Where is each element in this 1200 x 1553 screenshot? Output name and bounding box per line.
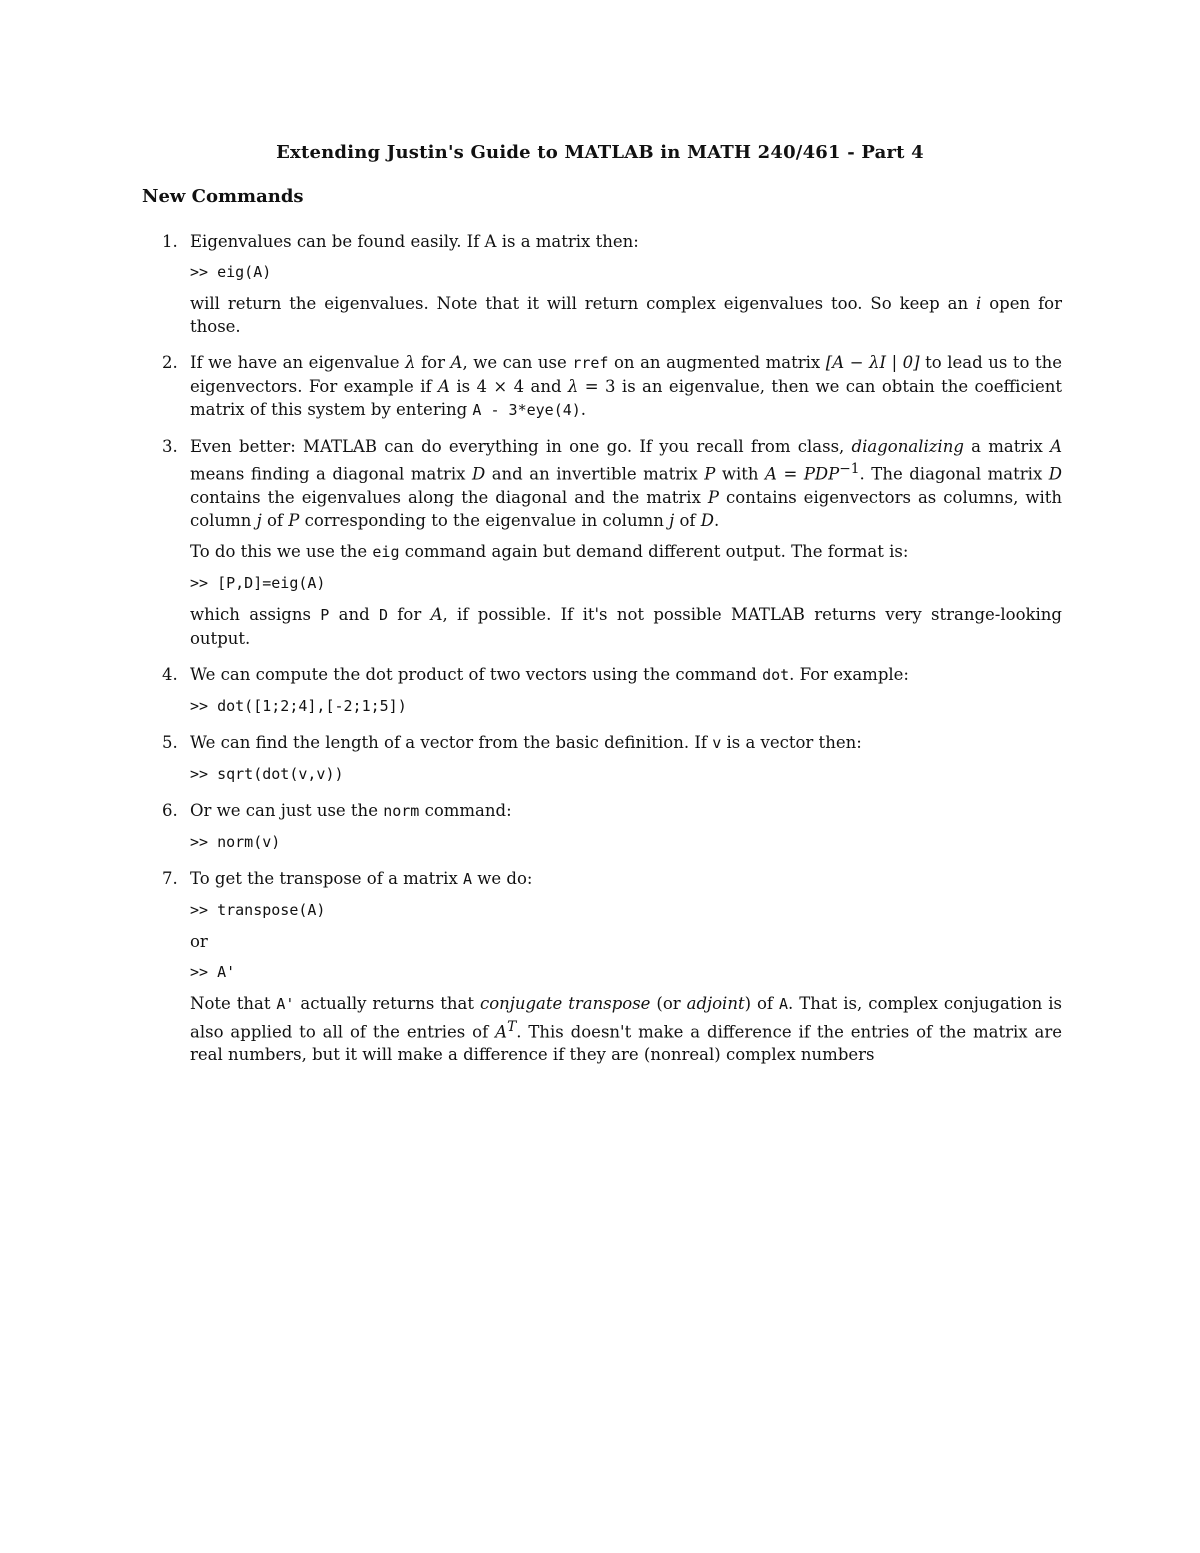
item-text: Or we can just use the norm command: bbox=[190, 800, 512, 820]
list-item-4 bbox=[142, 663, 1062, 718]
item-text: Eigenvalues can be found easily. If A is a matrix then: bbox=[190, 232, 639, 251]
item-text: We can find the length of a vector from the basic definition. If v is a vector then: bbox=[190, 732, 862, 752]
list-item-5 bbox=[142, 731, 1062, 786]
code-line: >> sqrt(dot(v,v)) bbox=[190, 764, 344, 783]
item-text: We can compute the dot product of two vectors using the command dot. For example: bbox=[190, 664, 909, 684]
code-line: >> [P,D]=eig(A) bbox=[190, 573, 326, 592]
section-heading: New Commands bbox=[142, 186, 304, 207]
list-item-3 bbox=[142, 435, 1062, 650]
item-number: 7. bbox=[162, 868, 178, 888]
item-number: 3. bbox=[162, 437, 178, 456]
code-line: >> dot([1;2;4],[-2;1;5]) bbox=[190, 696, 407, 715]
item-text: If we have an eigenvalue λ for A, we can use rref on an augmented matrix [A − λI | 0] to lead us to the eigenvectors. For example if A is 4 × 4 and λ = 3 is an eigenvalue, then we can obtain the coefficient matrix of this system by entering A - 3*eye(4). bbox=[190, 353, 1063, 419]
list-item-1 bbox=[142, 230, 1062, 338]
command-list bbox=[142, 230, 1062, 1079]
code-line: >> norm(v) bbox=[190, 832, 281, 851]
item-text: To do this we use the eig command again but demand different output. The format is: bbox=[190, 541, 909, 561]
list-item-6 bbox=[142, 799, 1062, 854]
item-text: To get the transpose of a matrix A we do: bbox=[190, 868, 533, 888]
code-line: >> A' bbox=[190, 962, 236, 981]
item-number: 5. bbox=[162, 732, 178, 752]
page-title: Extending Justin's Guide to MATLAB in MATH 240/461 - Part 4 bbox=[276, 142, 924, 163]
item-number: 4. bbox=[162, 664, 178, 684]
code-line: >> transpose(A) bbox=[190, 900, 326, 919]
item-text: Note that A' actually returns that conjugate transpose (or adjoint) of A. That is, complex conjugation is also applied to all of the entries of $A^T$. This doesn't make a difference if the entries of the matrix are real numbers, but it will make a difference if they are (nonreal) complex numbers bbox=[190, 993, 1063, 1064]
item-text: Even better: MATLAB can do everything in one go. If you recall from class, diagonalizing a matrix A means finding a diagonal matrix D and an invertible matrix P with $A = PDP^{-1}$. The diagonal matrix D contains the eigenvalues along the diagonal and the matrix P contains eigenvectors as columns, with column j of P corresponding to the eigenvalue in column j of D. bbox=[190, 437, 1063, 530]
item-text: will return the eigenvalues. Note that it will return complex eigenvalues too. So keep an i open for those. bbox=[190, 294, 1063, 336]
list-item-2 bbox=[142, 351, 1062, 422]
list-item-7 bbox=[142, 867, 1062, 1067]
item-number: 2. bbox=[162, 353, 178, 372]
item-text: or bbox=[190, 931, 208, 951]
item-text: which assigns P and D for A, if possible. If it's not possible MATLAB returns very strange-looking output. bbox=[190, 604, 1062, 648]
item-number: 1. bbox=[162, 232, 178, 251]
code-line: >> eig(A) bbox=[190, 263, 272, 281]
item-number: 6. bbox=[162, 800, 178, 820]
